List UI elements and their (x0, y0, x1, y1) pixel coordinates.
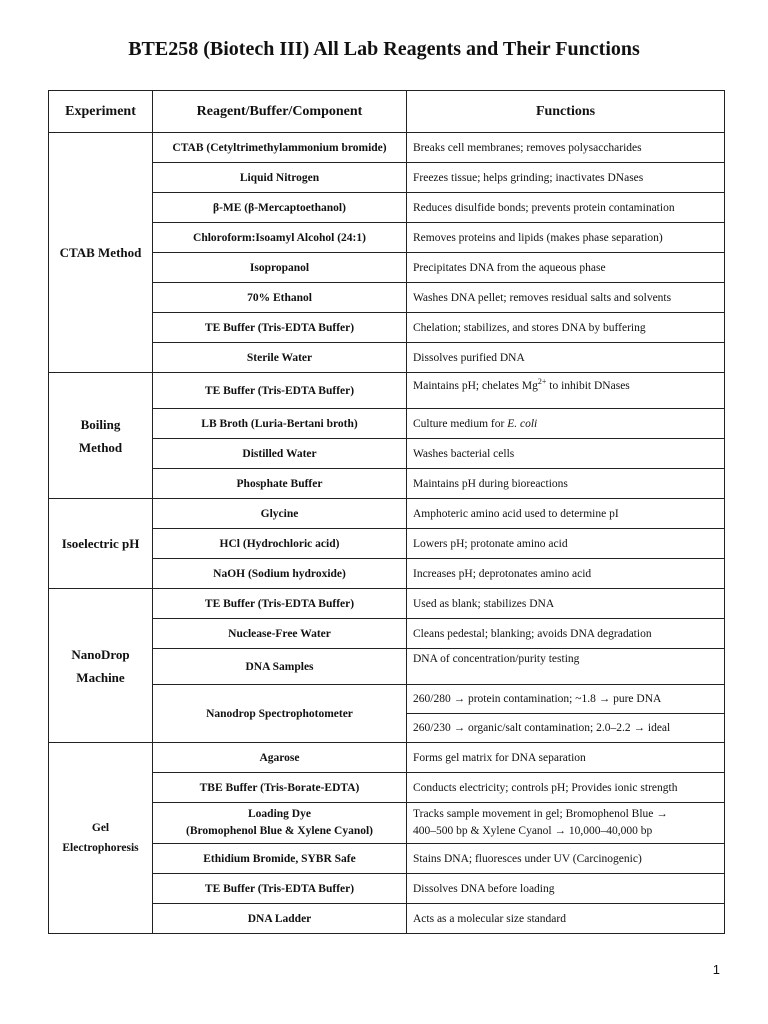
function-cell: Forms gel matrix for DNA separation (407, 743, 725, 773)
reagent-cell: Phosphate Buffer (153, 469, 407, 499)
experiment-boiling (49, 373, 153, 499)
function-cell: 260/230 → organic/salt contamination; 2.0–2.2 → ideal (407, 714, 725, 743)
reagents-table (48, 90, 725, 934)
reagent-cell: Distilled Water (153, 439, 407, 469)
table-header-row (49, 91, 725, 133)
page-number: 1 (712, 962, 720, 977)
table-row (49, 743, 725, 773)
header-functions: Functions (407, 91, 725, 133)
function-cell: DNA of concentration/purity testing (407, 649, 725, 685)
reagent-cell: NaOH (Sodium hydroxide) (153, 559, 407, 589)
reagent-cell: 70% Ethanol (153, 283, 407, 313)
experiment-name-line2: Electrophoresis (62, 842, 139, 854)
function-cell: Dissolves purified DNA (407, 343, 725, 373)
function-cell: Acts as a molecular size standard (407, 904, 725, 934)
reagent-cell: Ethidium Bromide, SYBR Safe (153, 844, 407, 874)
function-cell (407, 373, 725, 409)
reagent-cell: β-ME (β-Mercaptoethanol) (153, 193, 407, 223)
function-cell: Lowers pH; protonate amino acid (407, 529, 725, 559)
organism-name: E. coli (507, 417, 538, 430)
reagent-cell (153, 803, 407, 844)
function-cell: Amphoteric amino acid used to determine pI (407, 499, 725, 529)
function-cell: Dissolves DNA before loading (407, 874, 725, 904)
function-text: Maintains pH; chelates Mg (413, 379, 538, 392)
function-cell: Freezes tissue; helps grinding; inactivates DNases (407, 163, 725, 193)
reagent-cell: Isopropanol (153, 253, 407, 283)
reagent-cell: Nanodrop Spectrophotometer (153, 685, 407, 743)
reagent-cell: TE Buffer (Tris-EDTA Buffer) (153, 874, 407, 904)
experiment-ctab: CTAB Method (49, 133, 153, 373)
function-line1: Tracks sample movement in gel; Bromophenol Blue → (413, 808, 668, 820)
experiment-gel (49, 743, 153, 934)
function-cell: 260/280 → protein contamination; ~1.8 → pure DNA (407, 685, 725, 714)
table-row (49, 589, 725, 619)
function-cell: Removes proteins and lipids (makes phase separation) (407, 223, 725, 253)
function-cell: Chelation; stabilizes, and stores DNA by buffering (407, 313, 725, 343)
experiment-nanodrop (49, 589, 153, 743)
reagent-cell: Chloroform:Isoamyl Alcohol (24:1) (153, 223, 407, 253)
function-cell: Reduces disulfide bonds; prevents protein contamination (407, 193, 725, 223)
table-row (49, 499, 725, 529)
function-cell: Precipitates DNA from the aqueous phase (407, 253, 725, 283)
reagent-cell: TBE Buffer (Tris-Borate-EDTA) (153, 773, 407, 803)
header-reagent: Reagent/Buffer/Component (153, 91, 407, 133)
reagent-cell: Nuclease-Free Water (153, 619, 407, 649)
reagent-line1: Loading Dye (248, 808, 311, 820)
function-cell: Used as blank; stabilizes DNA (407, 589, 725, 619)
function-line2: 400–500 bp & Xylene Cyanol → 10,000–40,000 bp (413, 825, 653, 837)
experiment-isoelectric: Isoelectric pH (49, 499, 153, 589)
reagent-cell: Agarose (153, 743, 407, 773)
reagent-cell: DNA Ladder (153, 904, 407, 934)
function-cell: Washes bacterial cells (407, 439, 725, 469)
reagent-cell: LB Broth (Luria-Bertani broth) (153, 409, 407, 439)
function-cell: Conducts electricity; controls pH; Provides ionic strength (407, 773, 725, 803)
function-text: to inhibit DNases (546, 379, 630, 392)
function-text: Culture medium for (413, 417, 508, 430)
reagent-line2: (Bromophenol Blue & Xylene Cyanol) (186, 825, 373, 837)
experiment-name-line1: NanoDrop (71, 646, 130, 662)
function-cell: Breaks cell membranes; removes polysaccharides (407, 133, 725, 163)
page-title: BTE258 (Biotech III) All Lab Reagents and Their Functions (128, 38, 640, 60)
experiment-name-line2: Machine (76, 669, 125, 685)
function-cell: Stains DNA; fluoresces under UV (Carcinogenic) (407, 844, 725, 874)
experiment-name-line2: Method (78, 439, 123, 455)
function-cell: Maintains pH during bioreactions (407, 469, 725, 499)
reagent-cell: TE Buffer (Tris-EDTA Buffer) (153, 313, 407, 343)
function-cell (407, 803, 725, 844)
reagent-cell: TE Buffer (Tris-EDTA Buffer) (153, 373, 407, 409)
experiment-name-line1: Gel (91, 822, 110, 834)
reagent-cell: TE Buffer (Tris-EDTA Buffer) (153, 589, 407, 619)
reagent-cell: DNA Samples (153, 649, 407, 685)
reagent-cell: HCl (Hydrochloric acid) (153, 529, 407, 559)
reagent-cell: Glycine (153, 499, 407, 529)
reagent-cell: CTAB (Cetyltrimethylammonium bromide) (153, 133, 407, 163)
reagent-cell: Sterile Water (153, 343, 407, 373)
header-experiment: Experiment (49, 91, 153, 133)
experiment-name-line1: Boiling (80, 416, 121, 432)
superscript-charge: 2+ (537, 377, 547, 386)
function-cell: Increases pH; deprotonates amino acid (407, 559, 725, 589)
table-row (49, 373, 725, 409)
function-cell: Washes DNA pellet; removes residual salts and solvents (407, 283, 725, 313)
function-cell (407, 409, 725, 439)
table-row (49, 133, 725, 163)
function-cell: Cleans pedestal; blanking; avoids DNA degradation (407, 619, 725, 649)
reagent-cell: Liquid Nitrogen (153, 163, 407, 193)
